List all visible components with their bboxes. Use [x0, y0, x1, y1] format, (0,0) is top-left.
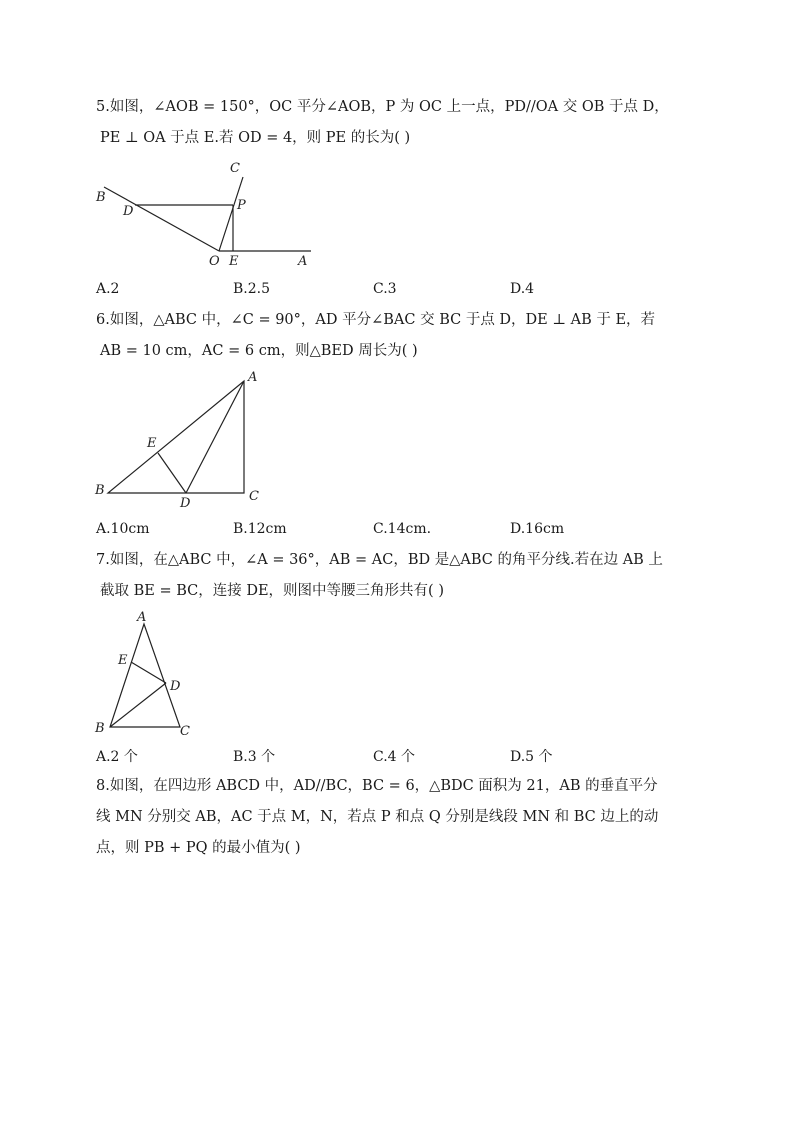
q5-option-c[interactable]: C.3: [373, 281, 397, 297]
label-a: A: [137, 610, 147, 625]
q6-option-d[interactable]: D.16cm: [510, 521, 565, 537]
q6-text-line2: AB = 10 cm，AC = 6 cm，则△BED 周长为( ): [100, 343, 418, 359]
label-d: D: [170, 679, 181, 694]
label-a: A: [248, 370, 258, 385]
segment-de: [158, 453, 186, 493]
q6-option-a[interactable]: A.10cm: [96, 521, 150, 537]
q6-text-line1: 6.如图，△ABC 中，∠C = 90°，AD 平分∠BAC 交 BC 于点 D，DE ⊥ AB 于 E，若: [96, 312, 656, 328]
q6-option-c[interactable]: C.14cm.: [373, 521, 432, 537]
q6-figure: [92, 368, 272, 514]
q7-options: [96, 746, 696, 766]
label-c: C: [180, 724, 190, 739]
q7-option-a[interactable]: A.2 个: [96, 749, 138, 765]
triangle-abc: [110, 624, 180, 727]
q7-option-c[interactable]: C.4 个: [373, 749, 416, 765]
q5-text-line1: 5.如图，∠AOB = 150°，OC 平分∠AOB，P 为 OC 上一点，PD//OA 交 OB 于点 D，: [96, 99, 669, 115]
ray-ob: [104, 187, 219, 251]
label-d: D: [123, 204, 134, 219]
q8-text-line1: 8.如图，在四边形 ABCD 中，AD//BC，BC = 6，△BDC 面积为 21，AB 的垂直平分: [96, 778, 658, 794]
q5-figure: [94, 158, 324, 270]
q7-text-line2: 截取 BE = BC，连接 DE，则图中等腰三角形共有( ): [100, 583, 444, 599]
q5-option-a[interactable]: A.2: [96, 281, 120, 297]
label-e: E: [147, 436, 157, 451]
q5-option-d[interactable]: D.4: [510, 281, 535, 297]
q5-option-b[interactable]: B.2.5: [233, 281, 271, 297]
label-d: D: [180, 496, 191, 511]
q6-option-b[interactable]: B.12cm: [233, 521, 287, 537]
q7-option-b[interactable]: B.3 个: [233, 749, 276, 765]
q5-options: [96, 281, 696, 301]
q7-figure: [92, 608, 202, 740]
label-e: E: [118, 653, 128, 668]
label-b: B: [96, 190, 106, 205]
q6-options: [96, 521, 696, 541]
segment-ad: [186, 381, 244, 493]
ray-oc: [219, 177, 243, 251]
q8-text-line2: 线 MN 分别交 AB，AC 于点 M，N，若点 P 和点 Q 分别是线段 MN 和 BC 边上的动: [96, 809, 659, 825]
label-p: P: [237, 198, 246, 213]
label-o: O: [209, 254, 220, 269]
label-b: B: [95, 483, 105, 498]
label-c: C: [230, 161, 240, 176]
label-e: E: [229, 254, 239, 269]
segment-bd: [110, 683, 166, 727]
q8-text-line3: 点，则 PB + PQ 的最小值为( ): [96, 840, 301, 856]
label-a: A: [298, 254, 308, 269]
q7-text-line1: 7.如图，在△ABC 中，∠A = 36°，AB = AC，BD 是△ABC 的角平分线.若在边 AB 上: [96, 552, 663, 568]
q7-option-d[interactable]: D.5 个: [510, 749, 553, 765]
label-c: C: [249, 489, 259, 504]
triangle-abc: [108, 381, 244, 493]
q5-text-line2: PE ⊥ OA 于点 E.若 OD = 4，则 PE 的长为( ): [100, 130, 411, 146]
label-b: B: [95, 721, 105, 736]
